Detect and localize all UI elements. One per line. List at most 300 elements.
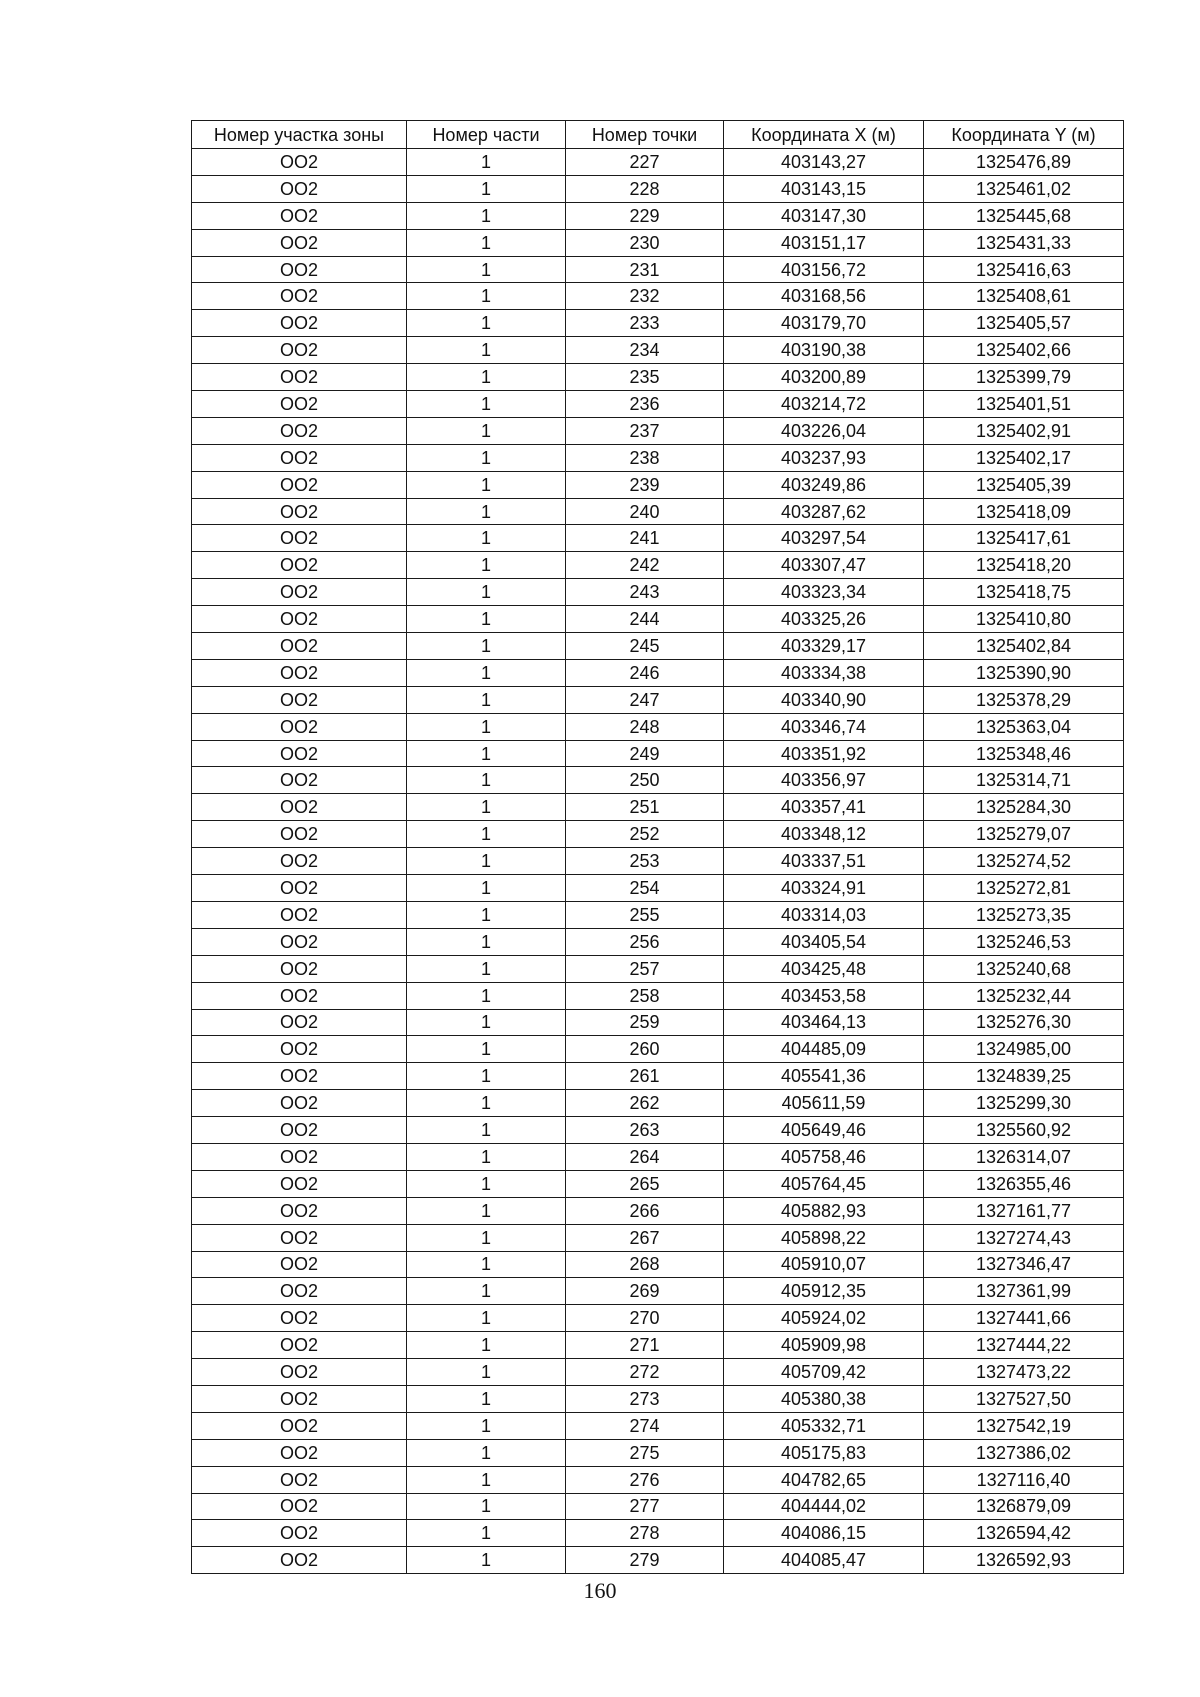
cell-part-number: 1 [407, 149, 566, 176]
cell-coordinate-y: 1325405,39 [924, 471, 1124, 498]
table-row [192, 875, 1124, 902]
cell-coordinate-x: 405380,38 [724, 1385, 924, 1412]
header-part-number: Номер части [407, 121, 566, 149]
cell-part-number: 1 [407, 1036, 566, 1063]
cell-coordinate-y: 1325299,30 [924, 1090, 1124, 1117]
cell-point-number: 248 [566, 713, 724, 740]
cell-part-number: 1 [407, 256, 566, 283]
coordinates-table [191, 120, 1124, 1574]
cell-coordinate-x: 403143,15 [724, 175, 924, 202]
cell-coordinate-y: 1325399,79 [924, 364, 1124, 391]
table-row [192, 552, 1124, 579]
cell-zone-section: OO2 [192, 1278, 407, 1305]
cell-coordinate-y: 1327116,40 [924, 1466, 1124, 1493]
cell-coordinate-y: 1325240,68 [924, 955, 1124, 982]
cell-point-number: 256 [566, 928, 724, 955]
cell-coordinate-y: 1325476,89 [924, 149, 1124, 176]
table-row [192, 982, 1124, 1009]
cell-coordinate-y: 1327361,99 [924, 1278, 1124, 1305]
table-row [192, 1385, 1124, 1412]
cell-point-number: 273 [566, 1385, 724, 1412]
cell-point-number: 229 [566, 202, 724, 229]
cell-part-number: 1 [407, 1305, 566, 1332]
cell-coordinate-x: 405764,45 [724, 1170, 924, 1197]
cell-part-number: 1 [407, 848, 566, 875]
cell-point-number: 230 [566, 229, 724, 256]
cell-part-number: 1 [407, 391, 566, 418]
cell-coordinate-y: 1325401,51 [924, 391, 1124, 418]
cell-coordinate-x: 403287,62 [724, 498, 924, 525]
cell-point-number: 277 [566, 1493, 724, 1520]
cell-part-number: 1 [407, 928, 566, 955]
cell-coordinate-y: 1325405,57 [924, 310, 1124, 337]
cell-point-number: 276 [566, 1466, 724, 1493]
cell-zone-section: OO2 [192, 901, 407, 928]
table-row [192, 1036, 1124, 1063]
cell-point-number: 262 [566, 1090, 724, 1117]
cell-coordinate-y: 1325418,09 [924, 498, 1124, 525]
cell-part-number: 1 [407, 633, 566, 660]
cell-part-number: 1 [407, 1412, 566, 1439]
table-row [192, 1090, 1124, 1117]
cell-coordinate-x: 403325,26 [724, 606, 924, 633]
cell-point-number: 251 [566, 794, 724, 821]
cell-point-number: 235 [566, 364, 724, 391]
cell-zone-section: OO2 [192, 202, 407, 229]
cell-part-number: 1 [407, 1385, 566, 1412]
cell-point-number: 266 [566, 1197, 724, 1224]
cell-point-number: 233 [566, 310, 724, 337]
table-row [192, 579, 1124, 606]
cell-zone-section: OO2 [192, 928, 407, 955]
cell-part-number: 1 [407, 740, 566, 767]
cell-coordinate-x: 404444,02 [724, 1493, 924, 1520]
cell-zone-section: OO2 [192, 1547, 407, 1574]
cell-point-number: 237 [566, 417, 724, 444]
cell-part-number: 1 [407, 229, 566, 256]
cell-part-number: 1 [407, 1547, 566, 1574]
cell-coordinate-y: 1327542,19 [924, 1412, 1124, 1439]
table-row [192, 1547, 1124, 1574]
table-row [192, 229, 1124, 256]
table-body [192, 149, 1124, 1574]
cell-coordinate-x: 403356,97 [724, 767, 924, 794]
cell-part-number: 1 [407, 175, 566, 202]
cell-part-number: 1 [407, 659, 566, 686]
cell-zone-section: OO2 [192, 391, 407, 418]
cell-point-number: 257 [566, 955, 724, 982]
cell-coordinate-x: 405758,46 [724, 1143, 924, 1170]
cell-zone-section: OO2 [192, 1332, 407, 1359]
cell-zone-section: OO2 [192, 229, 407, 256]
table-row [192, 498, 1124, 525]
cell-part-number: 1 [407, 1143, 566, 1170]
cell-coordinate-y: 1327473,22 [924, 1359, 1124, 1386]
cell-part-number: 1 [407, 901, 566, 928]
cell-zone-section: OO2 [192, 1493, 407, 1520]
cell-coordinate-y: 1325408,61 [924, 283, 1124, 310]
table-header-row [192, 121, 1124, 149]
cell-point-number: 231 [566, 256, 724, 283]
header-zone-section: Номер участка зоны [192, 121, 407, 149]
cell-part-number: 1 [407, 1197, 566, 1224]
cell-zone-section: OO2 [192, 417, 407, 444]
cell-zone-section: OO2 [192, 175, 407, 202]
cell-point-number: 250 [566, 767, 724, 794]
cell-coordinate-y: 1327346,47 [924, 1251, 1124, 1278]
cell-coordinate-y: 1325402,66 [924, 337, 1124, 364]
cell-coordinate-x: 405909,98 [724, 1332, 924, 1359]
cell-coordinate-y: 1325363,04 [924, 713, 1124, 740]
cell-zone-section: OO2 [192, 1439, 407, 1466]
cell-coordinate-y: 1325273,35 [924, 901, 1124, 928]
cell-zone-section: OO2 [192, 1520, 407, 1547]
cell-zone-section: OO2 [192, 633, 407, 660]
table-row [192, 1412, 1124, 1439]
cell-coordinate-y: 1327274,43 [924, 1224, 1124, 1251]
cell-coordinate-x: 403348,12 [724, 821, 924, 848]
table-row [192, 1332, 1124, 1359]
cell-zone-section: OO2 [192, 1143, 407, 1170]
table-row [192, 848, 1124, 875]
cell-coordinate-y: 1325402,17 [924, 444, 1124, 471]
cell-coordinate-y: 1325390,90 [924, 659, 1124, 686]
cell-part-number: 1 [407, 1466, 566, 1493]
cell-zone-section: OO2 [192, 1359, 407, 1386]
cell-part-number: 1 [407, 417, 566, 444]
cell-point-number: 227 [566, 149, 724, 176]
cell-coordinate-y: 1325461,02 [924, 175, 1124, 202]
cell-zone-section: OO2 [192, 767, 407, 794]
cell-point-number: 261 [566, 1063, 724, 1090]
table-row [192, 364, 1124, 391]
cell-part-number: 1 [407, 606, 566, 633]
cell-coordinate-y: 1326594,42 [924, 1520, 1124, 1547]
cell-point-number: 270 [566, 1305, 724, 1332]
cell-coordinate-x: 403464,13 [724, 1009, 924, 1036]
cell-zone-section: OO2 [192, 444, 407, 471]
cell-coordinate-y: 1326879,09 [924, 1493, 1124, 1520]
header-coordinate-y: Координата Y (м) [924, 121, 1124, 149]
cell-coordinate-y: 1325418,20 [924, 552, 1124, 579]
cell-zone-section: OO2 [192, 525, 407, 552]
cell-part-number: 1 [407, 767, 566, 794]
cell-part-number: 1 [407, 202, 566, 229]
cell-zone-section: OO2 [192, 875, 407, 902]
cell-zone-section: OO2 [192, 1090, 407, 1117]
cell-point-number: 272 [566, 1359, 724, 1386]
cell-zone-section: OO2 [192, 740, 407, 767]
cell-point-number: 274 [566, 1412, 724, 1439]
cell-coordinate-x: 403151,17 [724, 229, 924, 256]
cell-point-number: 271 [566, 1332, 724, 1359]
cell-part-number: 1 [407, 579, 566, 606]
cell-coordinate-x: 403405,54 [724, 928, 924, 955]
cell-coordinate-x: 405882,93 [724, 1197, 924, 1224]
table-row [192, 686, 1124, 713]
table-row [192, 606, 1124, 633]
cell-part-number: 1 [407, 337, 566, 364]
cell-zone-section: OO2 [192, 848, 407, 875]
cell-part-number: 1 [407, 794, 566, 821]
cell-point-number: 246 [566, 659, 724, 686]
cell-zone-section: OO2 [192, 1385, 407, 1412]
cell-zone-section: OO2 [192, 149, 407, 176]
cell-point-number: 243 [566, 579, 724, 606]
table-row [192, 901, 1124, 928]
cell-coordinate-y: 1325378,29 [924, 686, 1124, 713]
cell-coordinate-x: 403147,30 [724, 202, 924, 229]
cell-zone-section: OO2 [192, 982, 407, 1009]
cell-coordinate-y: 1325276,30 [924, 1009, 1124, 1036]
cell-zone-section: OO2 [192, 1009, 407, 1036]
cell-coordinate-y: 1327161,77 [924, 1197, 1124, 1224]
cell-coordinate-x: 405611,59 [724, 1090, 924, 1117]
cell-coordinate-x: 403214,72 [724, 391, 924, 418]
cell-zone-section: OO2 [192, 686, 407, 713]
cell-part-number: 1 [407, 364, 566, 391]
table-row [192, 928, 1124, 955]
cell-zone-section: OO2 [192, 1412, 407, 1439]
cell-point-number: 232 [566, 283, 724, 310]
table-row [192, 1359, 1124, 1386]
cell-zone-section: OO2 [192, 498, 407, 525]
table-row [192, 633, 1124, 660]
cell-point-number: 236 [566, 391, 724, 418]
cell-coordinate-y: 1325272,81 [924, 875, 1124, 902]
table-row [192, 256, 1124, 283]
cell-part-number: 1 [407, 1332, 566, 1359]
table-row [192, 175, 1124, 202]
table-row [192, 1143, 1124, 1170]
cell-coordinate-y: 1325348,46 [924, 740, 1124, 767]
cell-point-number: 252 [566, 821, 724, 848]
cell-point-number: 249 [566, 740, 724, 767]
cell-point-number: 268 [566, 1251, 724, 1278]
table-row [192, 1251, 1124, 1278]
cell-zone-section: OO2 [192, 1117, 407, 1144]
cell-coordinate-y: 1325431,33 [924, 229, 1124, 256]
table-row [192, 337, 1124, 364]
cell-part-number: 1 [407, 1359, 566, 1386]
cell-coordinate-x: 403334,38 [724, 659, 924, 686]
cell-part-number: 1 [407, 1251, 566, 1278]
cell-coordinate-y: 1326314,07 [924, 1143, 1124, 1170]
cell-coordinate-y: 1325417,61 [924, 525, 1124, 552]
cell-coordinate-x: 403200,89 [724, 364, 924, 391]
cell-coordinate-x: 403346,74 [724, 713, 924, 740]
cell-coordinate-x: 403324,91 [724, 875, 924, 902]
cell-coordinate-y: 1325410,80 [924, 606, 1124, 633]
table-row [192, 713, 1124, 740]
cell-coordinate-y: 1326592,93 [924, 1547, 1124, 1574]
table-row [192, 1170, 1124, 1197]
cell-point-number: 278 [566, 1520, 724, 1547]
cell-part-number: 1 [407, 1278, 566, 1305]
cell-coordinate-x: 403323,34 [724, 579, 924, 606]
cell-point-number: 275 [566, 1439, 724, 1466]
cell-zone-section: OO2 [192, 713, 407, 740]
cell-zone-section: OO2 [192, 1466, 407, 1493]
cell-coordinate-x: 405332,71 [724, 1412, 924, 1439]
table-row [192, 740, 1124, 767]
cell-point-number: 245 [566, 633, 724, 660]
header-coordinate-x: Координата X (м) [724, 121, 924, 149]
cell-part-number: 1 [407, 875, 566, 902]
cell-coordinate-y: 1325284,30 [924, 794, 1124, 821]
cell-zone-section: OO2 [192, 1170, 407, 1197]
cell-zone-section: OO2 [192, 1197, 407, 1224]
cell-part-number: 1 [407, 821, 566, 848]
cell-zone-section: OO2 [192, 1063, 407, 1090]
table-row [192, 391, 1124, 418]
cell-coordinate-y: 1327441,66 [924, 1305, 1124, 1332]
table-row [192, 955, 1124, 982]
table-row [192, 202, 1124, 229]
cell-part-number: 1 [407, 283, 566, 310]
cell-coordinate-y: 1325402,91 [924, 417, 1124, 444]
table-row [192, 525, 1124, 552]
cell-point-number: 238 [566, 444, 724, 471]
cell-coordinate-x: 403425,48 [724, 955, 924, 982]
cell-coordinate-x: 403453,58 [724, 982, 924, 1009]
cell-coordinate-x: 405175,83 [724, 1439, 924, 1466]
cell-part-number: 1 [407, 1224, 566, 1251]
cell-coordinate-x: 404782,65 [724, 1466, 924, 1493]
cell-zone-section: OO2 [192, 1251, 407, 1278]
cell-coordinate-x: 403307,47 [724, 552, 924, 579]
table-row [192, 794, 1124, 821]
cell-part-number: 1 [407, 498, 566, 525]
cell-point-number: 254 [566, 875, 724, 902]
cell-coordinate-x: 403314,03 [724, 901, 924, 928]
cell-coordinate-x: 403179,70 [724, 310, 924, 337]
cell-part-number: 1 [407, 686, 566, 713]
cell-zone-section: OO2 [192, 310, 407, 337]
cell-coordinate-x: 404485,09 [724, 1036, 924, 1063]
table-row [192, 1197, 1124, 1224]
cell-coordinate-x: 403340,90 [724, 686, 924, 713]
cell-coordinate-y: 1325402,84 [924, 633, 1124, 660]
cell-part-number: 1 [407, 955, 566, 982]
cell-coordinate-y: 1324985,00 [924, 1036, 1124, 1063]
cell-zone-section: OO2 [192, 1305, 407, 1332]
cell-zone-section: OO2 [192, 471, 407, 498]
cell-coordinate-x: 403297,54 [724, 525, 924, 552]
cell-point-number: 247 [566, 686, 724, 713]
cell-coordinate-y: 1325246,53 [924, 928, 1124, 955]
header-point-number: Номер точки [566, 121, 724, 149]
cell-coordinate-x: 405898,22 [724, 1224, 924, 1251]
cell-zone-section: OO2 [192, 821, 407, 848]
table-row [192, 1305, 1124, 1332]
cell-zone-section: OO2 [192, 794, 407, 821]
cell-coordinate-y: 1327444,22 [924, 1332, 1124, 1359]
cell-point-number: 263 [566, 1117, 724, 1144]
cell-coordinate-x: 405649,46 [724, 1117, 924, 1144]
cell-point-number: 239 [566, 471, 724, 498]
cell-part-number: 1 [407, 1090, 566, 1117]
table-row [192, 310, 1124, 337]
cell-coordinate-x: 403357,41 [724, 794, 924, 821]
cell-zone-section: OO2 [192, 955, 407, 982]
cell-part-number: 1 [407, 1009, 566, 1036]
page-number: 160 [583, 1578, 617, 1603]
cell-part-number: 1 [407, 525, 566, 552]
cell-point-number: 244 [566, 606, 724, 633]
cell-point-number: 241 [566, 525, 724, 552]
table-row [192, 149, 1124, 176]
cell-coordinate-y: 1325314,71 [924, 767, 1124, 794]
cell-zone-section: OO2 [192, 579, 407, 606]
cell-coordinate-y: 1325445,68 [924, 202, 1124, 229]
cell-point-number: 269 [566, 1278, 724, 1305]
cell-coordinate-x: 403337,51 [724, 848, 924, 875]
table-row [192, 444, 1124, 471]
cell-part-number: 1 [407, 982, 566, 1009]
table-row [192, 659, 1124, 686]
cell-point-number: 259 [566, 1009, 724, 1036]
cell-zone-section: OO2 [192, 256, 407, 283]
cell-coordinate-x: 405924,02 [724, 1305, 924, 1332]
cell-zone-section: OO2 [192, 552, 407, 579]
cell-coordinate-y: 1325279,07 [924, 821, 1124, 848]
cell-coordinate-y: 1327527,50 [924, 1385, 1124, 1412]
cell-point-number: 267 [566, 1224, 724, 1251]
cell-coordinate-y: 1325274,52 [924, 848, 1124, 875]
table-row [192, 471, 1124, 498]
cell-coordinate-x: 403351,92 [724, 740, 924, 767]
cell-coordinate-x: 403329,17 [724, 633, 924, 660]
cell-point-number: 242 [566, 552, 724, 579]
cell-coordinate-y: 1326355,46 [924, 1170, 1124, 1197]
table-row [192, 1117, 1124, 1144]
cell-coordinate-x: 403226,04 [724, 417, 924, 444]
cell-part-number: 1 [407, 1063, 566, 1090]
cell-point-number: 253 [566, 848, 724, 875]
cell-zone-section: OO2 [192, 283, 407, 310]
cell-zone-section: OO2 [192, 659, 407, 686]
cell-zone-section: OO2 [192, 606, 407, 633]
table-row [192, 821, 1124, 848]
cell-zone-section: OO2 [192, 364, 407, 391]
cell-part-number: 1 [407, 1170, 566, 1197]
table-row [192, 1466, 1124, 1493]
cell-coordinate-y: 1327386,02 [924, 1439, 1124, 1466]
table-row [192, 1520, 1124, 1547]
cell-zone-section: OO2 [192, 337, 407, 364]
cell-coordinate-y: 1325416,63 [924, 256, 1124, 283]
cell-point-number: 240 [566, 498, 724, 525]
cell-coordinate-y: 1325232,44 [924, 982, 1124, 1009]
cell-point-number: 265 [566, 1170, 724, 1197]
cell-coordinate-x: 404085,47 [724, 1547, 924, 1574]
table-row [192, 767, 1124, 794]
cell-coordinate-x: 404086,15 [724, 1520, 924, 1547]
table-row [192, 1009, 1124, 1036]
cell-part-number: 1 [407, 1117, 566, 1144]
cell-coordinate-x: 405910,07 [724, 1251, 924, 1278]
cell-coordinate-x: 403143,27 [724, 149, 924, 176]
cell-coordinate-y: 1325560,92 [924, 1117, 1124, 1144]
cell-coordinate-x: 403249,86 [724, 471, 924, 498]
cell-point-number: 255 [566, 901, 724, 928]
cell-coordinate-x: 403237,93 [724, 444, 924, 471]
cell-coordinate-x: 403168,56 [724, 283, 924, 310]
table-row [192, 417, 1124, 444]
cell-coordinate-x: 405912,35 [724, 1278, 924, 1305]
cell-coordinate-x: 405541,36 [724, 1063, 924, 1090]
